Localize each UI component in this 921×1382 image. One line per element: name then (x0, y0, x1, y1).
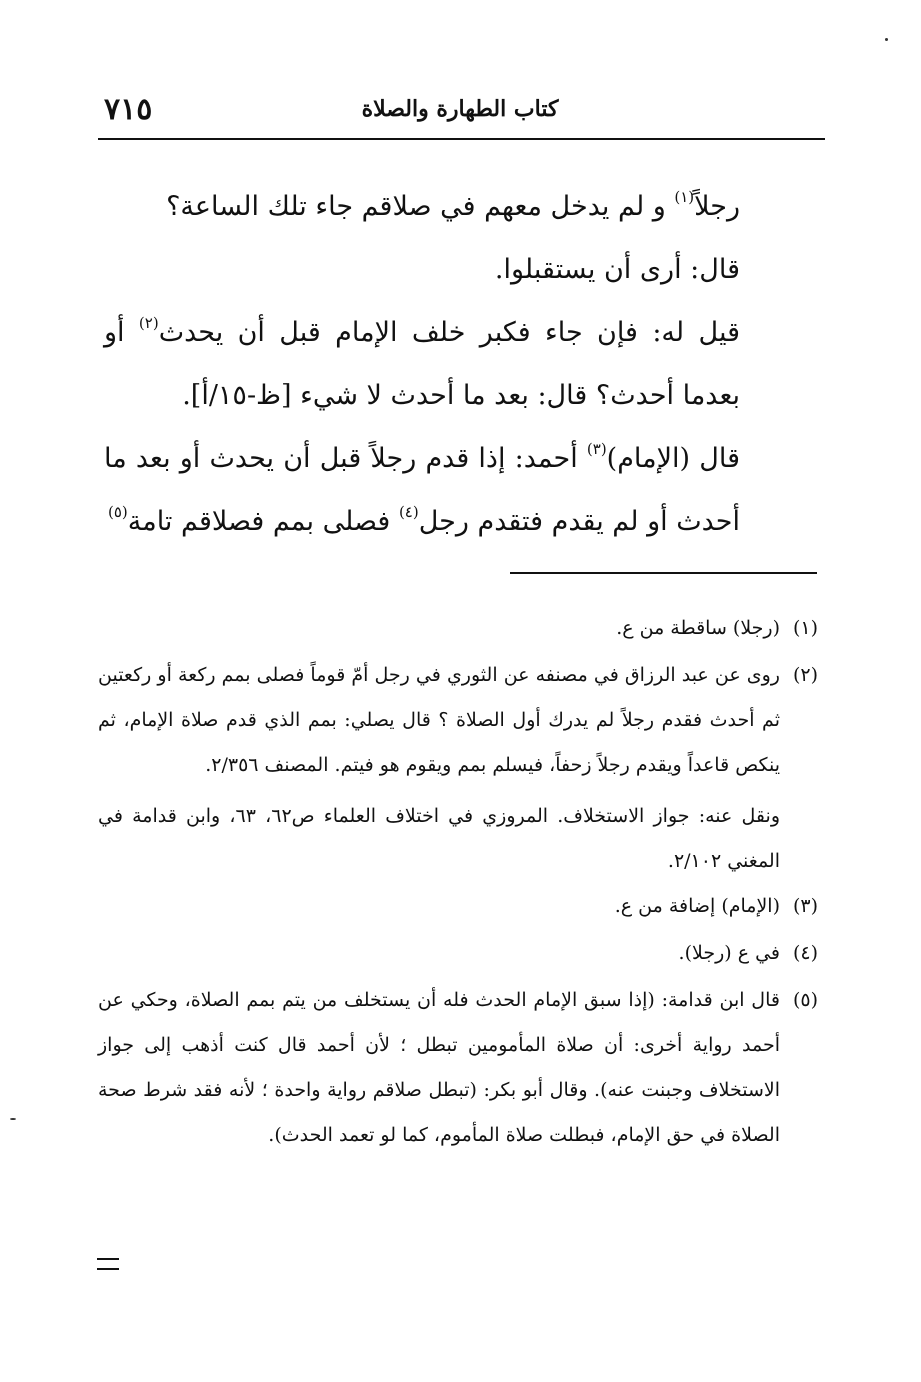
text-run: قيل له: فإن جاء فكبر خلف الإمام قبل أن يحدث (158, 317, 741, 348)
header-rule (98, 138, 825, 140)
footnote-number: (٤) (792, 942, 818, 964)
footnotes (98, 606, 818, 1160)
footnote-ref: (٢) (138, 314, 159, 332)
footnote-separator (510, 572, 817, 574)
footnote (98, 931, 818, 976)
body-paragraph (104, 427, 740, 553)
footnote-ref: (٣) (586, 440, 607, 458)
footnote (98, 978, 818, 1158)
footnote-number: (٣) (792, 895, 818, 917)
text-run: فصلى بمم فصلاقم تامة (127, 506, 399, 537)
footnote-number: (٥) (792, 989, 818, 1011)
footnote-ref: (١) (674, 188, 695, 206)
footnote-text: في ع (رجلا). (678, 942, 780, 964)
footnote-text: روى عن عبد الرزاق في مصنفه عن الثوري في رجل أمّ قوماً فصلى بمم ركعة أو ركعتين ثم أحدث فقدم رجلاً لم يدرك أول الصلاة ؟ قال يصلي: بمم الذي قدم صلاة الإمام، ثم ينكص قاعداً ويقدم رجلاً زحفاً، فيسلم بمم ويقوم هو فيتم. المصنف ٢/٣٥٦. (98, 664, 780, 776)
text-run: و لم يدخل معهم في صلاقم جاء تلك الساعة؟ (166, 191, 675, 222)
footnote (98, 606, 818, 651)
text-run: أو بعدما أحدث؟ قال: بعد ما أحدث لا شيء [ظ-١٥/أ]. (104, 317, 740, 411)
footnote-text: قال ابن قدامة: (إذا سبق الإمام الحدث فله أن يستخلف من يتم بمم الصلاة، وحكي عن أحمد رواية أخرى: أن صلاة المأمومين تبطل ؛ لأن أحمد قال كنت أذهب إلى جواز الاستخلاف وجبنت عنه). وقال أبو بكر: (تبطل صلاقم رواية واحدة ؛ لأنه فقد شرط صحة الصلاة في حق الإمام، فبطلت صلاة المأموم، كما لو تعمد الحدث). (98, 989, 780, 1146)
footnote (98, 653, 818, 788)
body-paragraph (104, 238, 740, 301)
footnote-number: (١) (792, 617, 818, 639)
text-run: قال: أرى أن يستقبلوا. (494, 254, 740, 285)
scan-speck (885, 38, 888, 41)
scan-speck (10, 1118, 16, 1120)
footnote-ref: (٥) (107, 503, 128, 521)
body-paragraph (104, 175, 740, 238)
footnote-text: (الإمام) إضافة من ع. (614, 895, 780, 917)
main-text (104, 175, 740, 553)
footnote-number: (٢) (792, 664, 818, 686)
running-header-title: كتاب الطهارة والصلاة (361, 96, 559, 122)
footnote (98, 884, 818, 929)
text-run: رجلاً (694, 191, 740, 222)
body-paragraph (104, 301, 740, 427)
footnote-text: (رجلا) ساقطة من ع. (616, 617, 780, 639)
text-run: أحمد: إذا قدم رجلاً قبل أن يحدث أو بعد ما أحدث أو لم يقدم فتقدم رجل (104, 443, 740, 537)
page-number: ٧١٥ (104, 92, 153, 127)
footnote-continuation: ونقل عنه: جواز الاستخلاف. المروزي في اختلاف العلماء ص٦٢، ٦٣، وابن قدامة في المغني ٢/١٠٢. (98, 805, 780, 872)
footnote-ref: (٤) (398, 503, 419, 521)
text-run: قال (الإمام) (606, 443, 740, 474)
end-mark (97, 1258, 119, 1270)
